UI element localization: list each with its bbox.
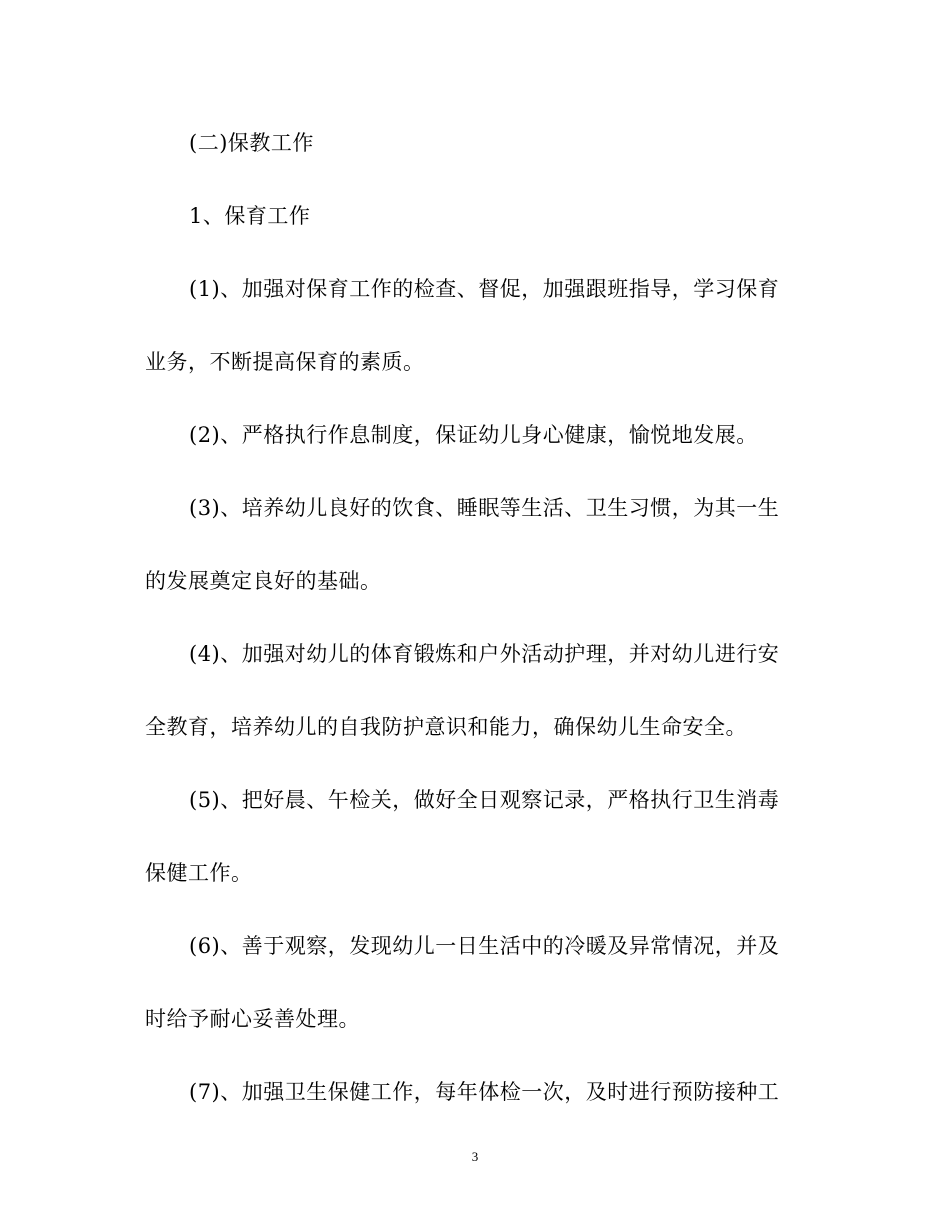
- page-number: 3: [471, 1149, 479, 1164]
- paragraph-line: (3)、培养幼儿良好的饮食、睡眠等生活、卫生习惯，为其一生: [189, 496, 780, 520]
- paragraph-line: (1)、加强对保育工作的检查、督促，加强跟班指导，学习保育: [189, 277, 780, 301]
- paragraph-line: 时给予耐心妥善处理。: [145, 1007, 360, 1031]
- paragraph-line: (2)、严格执行作息制度，保证幼儿身心健康，愉悦地发展。: [189, 423, 758, 447]
- paragraph-line: 的发展奠定良好的基础。: [145, 569, 382, 593]
- paragraph-line: (7)、加强卫生保健工作，每年体检一次，及时进行预防接种工: [189, 1080, 780, 1104]
- paragraph-line: (6)、善于观察，发现幼儿一日生活中的冷暖及异常情况，并及: [189, 934, 780, 958]
- paragraph-line: (5)、把好晨、午检关，做好全日观察记录，严格执行卫生消毒: [189, 788, 780, 812]
- section-heading: (二)保教工作: [189, 131, 314, 155]
- subsection-heading: 1、保育工作: [189, 204, 311, 228]
- paragraph-line: 保健工作。: [145, 861, 253, 885]
- paragraph-line: 全教育，培养幼儿的自我防护意识和能力，确保幼儿生命安全。: [145, 715, 747, 739]
- paragraph-line: 业务，不断提高保育的素质。: [145, 350, 425, 374]
- paragraph-line: (4)、加强对幼儿的体育锻炼和户外活动护理，并对幼儿进行安: [189, 642, 780, 666]
